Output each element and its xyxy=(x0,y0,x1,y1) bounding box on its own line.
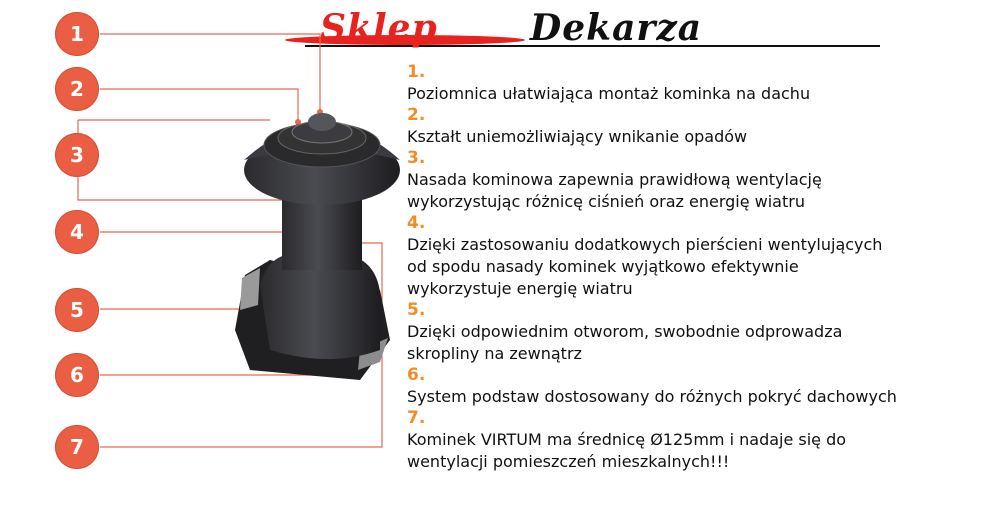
feature-list xyxy=(407,62,987,473)
feature-text: System podstaw dostosowany do różnych pokryć dachowych xyxy=(407,387,897,406)
feature-item-7 xyxy=(407,408,987,473)
callout-badge-7: 7 xyxy=(55,425,99,469)
feature-text: Nasada kominowa zapewnia prawidłową wentylację wykorzystując różnicę ciśnień oraz energię wiatru xyxy=(407,170,822,211)
feature-item-1 xyxy=(407,62,987,105)
feature-number: 1. xyxy=(407,62,426,82)
logo-part-black: Dekarza xyxy=(530,10,703,49)
callout-badge-6: 6 xyxy=(55,353,99,397)
feature-item-2 xyxy=(407,105,987,148)
callout-badge-5: 5 xyxy=(55,288,99,332)
feature-item-3 xyxy=(407,148,987,213)
feature-item-6 xyxy=(407,365,987,408)
feature-number: 2. xyxy=(407,105,426,125)
logo-part-red: Sklep xyxy=(320,10,438,49)
feature-text: Kominek VIRTUM ma średnicę Ø125mm i nadaje się do wentylacji pomieszczeń mieszkalnych!!! xyxy=(407,430,847,471)
feature-number: 5. xyxy=(407,300,426,320)
feature-number: 3. xyxy=(407,148,426,168)
chimney-vent-image xyxy=(230,100,400,390)
feature-number: 6. xyxy=(407,365,426,385)
feature-text: Dzięki zastosowaniu dodatkowych pierścieni wentylujących od spodu nasady kominek wyjątkowo efektywnie wykorzystuje energię wiatru xyxy=(407,235,883,298)
feature-text: Dzięki odpowiednim otworom, swobodnie odprowadza skropliny na zewnątrz xyxy=(407,322,843,363)
feature-item-4 xyxy=(407,213,987,300)
callout-badge-2: 2 xyxy=(55,67,99,111)
callout-badge-1: 1 xyxy=(55,12,99,56)
callout-badge-4: 4 xyxy=(55,210,99,254)
feature-text: Poziomnica ułatwiająca montaż kominka na dachu xyxy=(407,84,811,103)
feature-text: Kształt uniemożliwiający wnikanie opadów xyxy=(407,127,748,146)
feature-item-5 xyxy=(407,300,987,365)
feature-number: 4. xyxy=(407,213,426,233)
callout-badge-3: 3 xyxy=(55,133,99,177)
feature-number: 7. xyxy=(407,408,426,428)
